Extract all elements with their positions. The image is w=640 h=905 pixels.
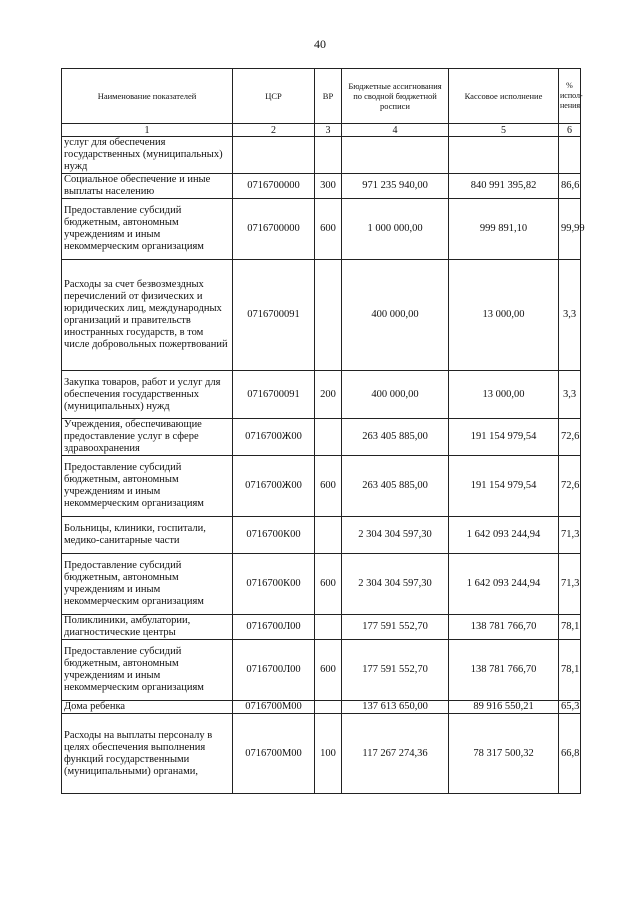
row-name-cell: Поликлиники, амбулатории, диагностические центры [62,615,233,640]
table-row [62,554,581,615]
row-cash-cell [449,137,559,174]
row-budget-cell: 137 613 650,00 [342,701,449,714]
row-vr-cell: 100 [315,714,342,794]
row-percent-cell: 78,1 [559,640,581,701]
row-name-cell: Предоставление субсидий бюджетным, автономным учреждениям и иным некоммерческим организациям [62,456,233,517]
row-csr-cell: 0716700000 [233,199,315,260]
row-name-cell: Социальное обеспечение и иные выплаты населению [62,174,233,199]
row-percent-cell: 3,3 [559,371,581,419]
row-percent-cell: 86,6 [559,174,581,199]
row-budget-cell: 971 235 940,00 [342,174,449,199]
row-cash-cell: 191 154 979,54 [449,456,559,517]
header-csr: ЦСР [233,69,315,124]
row-budget-cell: 400 000,00 [342,371,449,419]
row-budget-cell: 2 304 304 597,30 [342,517,449,554]
row-cash-cell: 138 781 766,70 [449,640,559,701]
page-number: 40 [314,37,326,51]
row-vr-cell [315,615,342,640]
column-number: 5 [449,124,559,137]
row-csr-cell: 0716700Ж00 [233,456,315,517]
row-name-cell: Закупка товаров, работ и услуг для обеспечения государственных (муниципальных) нужд [62,371,233,419]
row-budget-cell [342,137,449,174]
row-name-cell: Больницы, клиники, госпитали, медико-санитарные части [62,517,233,554]
row-csr-cell: 0716700М00 [233,701,315,714]
row-cash-cell: 13 000,00 [449,371,559,419]
row-csr-cell: 0716700Л00 [233,615,315,640]
row-name-cell: Дома ребенка [62,701,233,714]
row-vr-cell: 200 [315,371,342,419]
column-number: 6 [559,124,581,137]
row-vr-cell: 300 [315,174,342,199]
table-row [62,517,581,554]
row-cash-cell: 1 642 093 244,94 [449,517,559,554]
row-vr-cell [315,701,342,714]
header-cash: Кассовое исполнение [449,69,559,124]
table-row [62,701,581,714]
column-number: 2 [233,124,315,137]
row-budget-cell: 263 405 885,00 [342,456,449,517]
table-row [62,615,581,640]
row-name-cell: услуг для обеспечения государственных (муниципальных) нужд [62,137,233,174]
row-cash-cell: 78 317 500,32 [449,714,559,794]
row-name-cell: Предоставление субсидий бюджетным, автономным учреждениям и иным некоммерческим организациям [62,640,233,701]
row-cash-cell: 13 000,00 [449,260,559,371]
row-csr-cell: 0716700М00 [233,714,315,794]
row-csr-cell: 0716700091 [233,260,315,371]
column-number: 3 [315,124,342,137]
column-number-row [62,124,581,137]
row-csr-cell: 0716700К00 [233,517,315,554]
table-row [62,174,581,199]
row-percent-cell: 99,99 [559,199,581,260]
row-vr-cell [315,517,342,554]
row-csr-cell: 0716700Л00 [233,640,315,701]
column-number: 1 [62,124,233,137]
header-name: Наименование показателей [62,69,233,124]
header-percent: % испол-нения [559,69,581,124]
row-percent-cell: 72,6 [559,419,581,456]
row-csr-cell: 0716700000 [233,174,315,199]
row-cash-cell: 89 916 550,21 [449,701,559,714]
table-row [62,714,581,794]
row-vr-cell [315,260,342,371]
row-csr-cell: 0716700091 [233,371,315,419]
row-percent-cell: 71,3 [559,517,581,554]
row-vr-cell [315,137,342,174]
row-cash-cell: 999 891,10 [449,199,559,260]
table-row [62,640,581,701]
row-budget-cell: 177 591 552,70 [342,640,449,701]
row-vr-cell: 600 [315,199,342,260]
row-name-cell: Расходы на выплаты персоналу в целях обеспечения выполнения функций государственными (муниципальными) органами, [62,714,233,794]
table-row [62,371,581,419]
row-csr-cell: 0716700К00 [233,554,315,615]
budget-execution-table [61,68,585,794]
row-budget-cell: 177 591 552,70 [342,615,449,640]
row-csr-cell [233,137,315,174]
row-vr-cell: 600 [315,640,342,701]
row-csr-cell: 0716700Ж00 [233,419,315,456]
row-vr-cell: 600 [315,554,342,615]
column-number: 4 [342,124,449,137]
row-percent-cell: 78,1 [559,615,581,640]
row-percent-cell: 66,8 [559,714,581,794]
header-budget: Бюджетные ассигнования по сводной бюджетной росписи [342,69,449,124]
row-name-cell: Учреждения, обеспечивающие предоставление услуг в сфере здравоохранения [62,419,233,456]
table-row [62,419,581,456]
row-percent-cell: 71,3 [559,554,581,615]
row-percent-cell: 72,6 [559,456,581,517]
row-cash-cell: 138 781 766,70 [449,615,559,640]
table-row [62,199,581,260]
table-row [62,456,581,517]
row-name-cell: Предоставление субсидий бюджетным, автономным учреждениям и иным некоммерческим организациям [62,554,233,615]
row-vr-cell [315,419,342,456]
row-cash-cell: 1 642 093 244,94 [449,554,559,615]
row-budget-cell: 400 000,00 [342,260,449,371]
row-percent-cell: 3,3 [559,260,581,371]
row-budget-cell: 263 405 885,00 [342,419,449,456]
row-name-cell: Расходы за счет безвозмездных перечислений от физических и юридических лиц, международных организаций и правительств иностранных государств, в том числе добровольных пожертвований [62,260,233,371]
row-name-cell: Предоставление субсидий бюджетным, автономным учреждениям и иным некоммерческим организациям [62,199,233,260]
row-budget-cell: 117 267 274,36 [342,714,449,794]
table-header-row [62,69,581,124]
table-row [62,260,581,371]
header-vr: ВР [315,69,342,124]
row-budget-cell: 2 304 304 597,30 [342,554,449,615]
row-budget-cell: 1 000 000,00 [342,199,449,260]
table-row [62,137,581,174]
row-percent-cell [559,137,581,174]
row-cash-cell: 191 154 979,54 [449,419,559,456]
row-cash-cell: 840 991 395,82 [449,174,559,199]
row-vr-cell: 600 [315,456,342,517]
row-percent-cell: 65,3 [559,701,581,714]
